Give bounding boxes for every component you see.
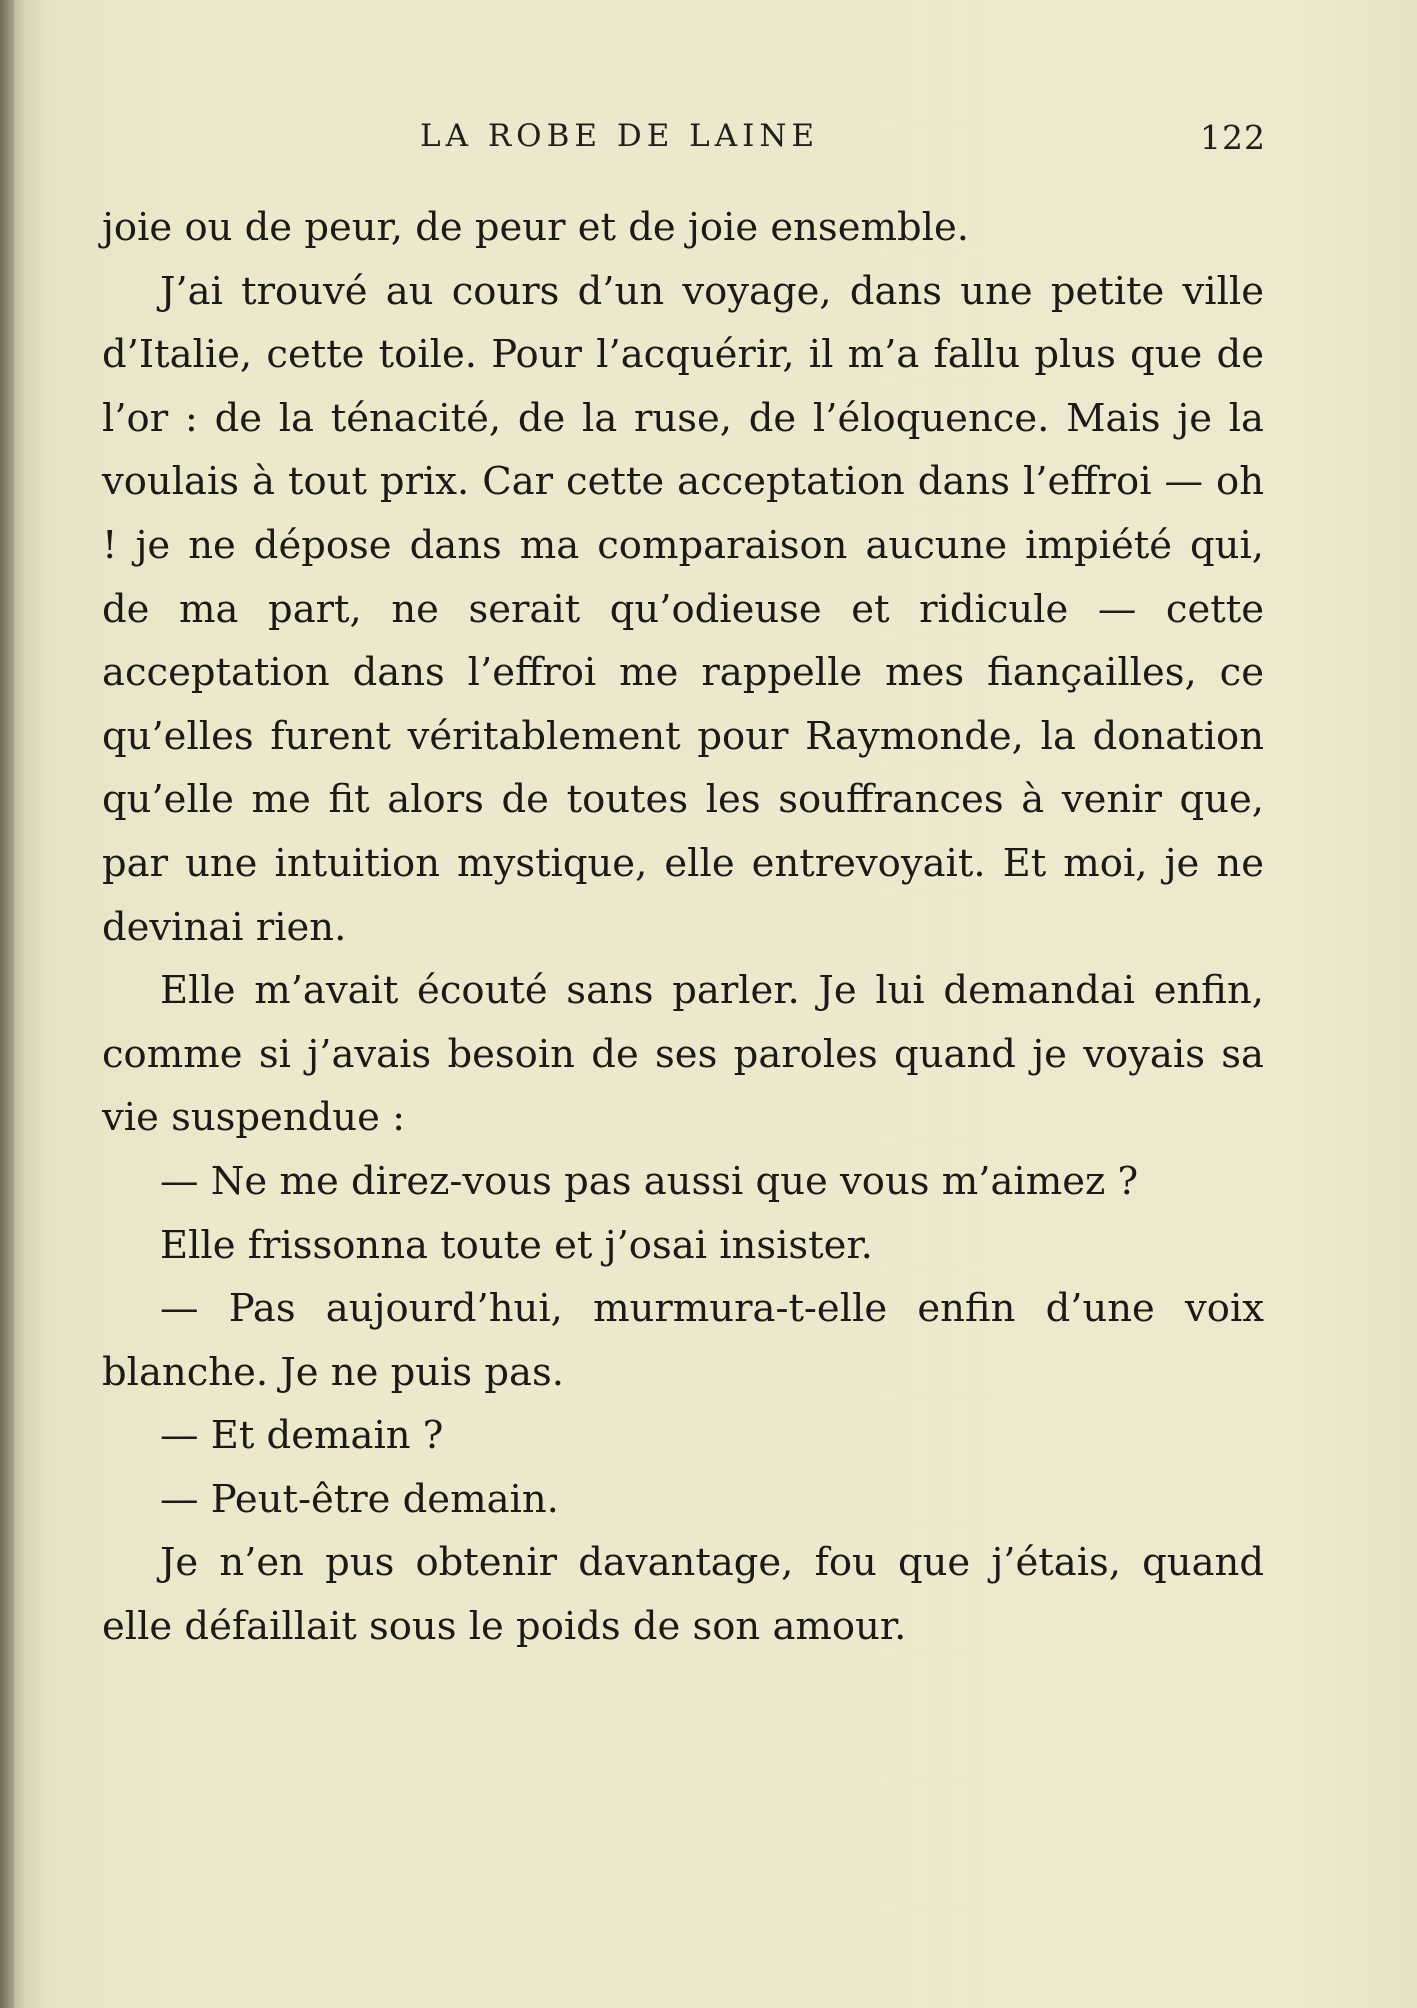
dialogue-line: — Peut-être demain. xyxy=(160,1476,559,1522)
running-head xyxy=(100,118,1266,158)
page-number: 122 xyxy=(1200,118,1266,157)
paragraph-continuation: joie ou de peur, de peur et de joie ensemble. xyxy=(102,205,969,250)
paragraph: J’ai trouvé au cours d’un voyage, dans une petite ville d’Italie, cette toile. Pour l’acquérir, il m’a fallu plus que de l’or : de la ténacité, de la ruse, de l’éloquence. Mais je la voulais à tout prix. Car cette acceptation dans l’effroi — oh ! je ne dépose dans ma comparaison aucune impiété qui, de ma part, ne serait qu’odieuse et ridicule — cette acceptation dans l’effroi me rappelle mes fiançailles, ce qu’elles furent véritablement pour Raymonde, la donation qu’elle me fit alors de toutes les souffrances à venir que, par une intuition mystique, elle entrevoyait. Et moi, je ne devinai rien. xyxy=(102,268,1264,950)
dialogue-line: — Pas aujourd’hui, murmura-t-elle enfin d’une voix blanche. Je ne puis pas. xyxy=(102,1286,1264,1395)
body-text xyxy=(102,196,1264,1659)
paragraph: Elle frissonna toute et j’osai insister. xyxy=(160,1222,873,1268)
paragraph: Elle m’avait écouté sans parler. Je lui demandai enfin, comme si j’avais besoin de ses paroles quand je voyais sa vie suspendue : xyxy=(102,968,1264,1141)
running-title: LA ROBE DE LAINE xyxy=(420,118,820,154)
dialogue-line: — Et demain ? xyxy=(160,1413,444,1459)
paragraph: Je n’en pus obtenir davantage, fou que j’étais, quand elle défaillait sous le poids de son amour. xyxy=(102,1540,1264,1650)
dialogue-line: — Ne me direz-vous pas aussi que vous m’aimez ? xyxy=(160,1158,1139,1204)
page-spine-shadow xyxy=(0,0,14,2008)
